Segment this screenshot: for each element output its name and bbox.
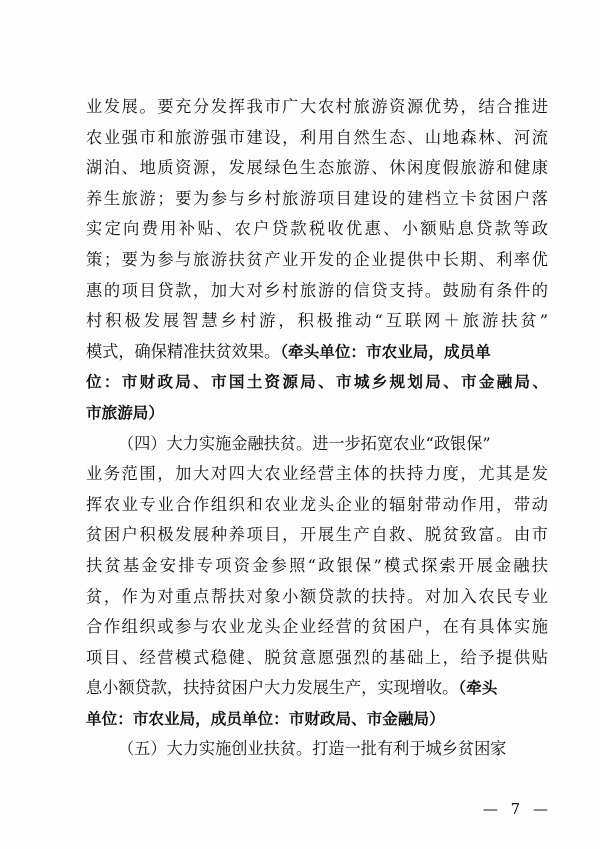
text-line: 策；要为参与旅游扶贫产业开发的企业提供中长期、利率优	[86, 249, 548, 269]
text-line: 业务范围，加大对四大农业经营主体的扶持力度，尤其是发	[86, 464, 548, 484]
text-line: 村积极发展智慧乡村游，积极推动“互联网＋旅游扶贫”	[86, 311, 548, 331]
text-span: 息小额贷款，扶持贫困户大力发展生产，实现增收。	[86, 678, 459, 698]
text-line: 惠的项目贷款，加大对乡村旅游的信贷支持。鼓励有条件的	[86, 280, 548, 300]
section-heading-line	[86, 734, 548, 765]
section-heading-line	[86, 429, 548, 460]
text-line: 湖泊、地质资源，发展绿色生态旅游、休闲度假旅游和健康	[86, 158, 548, 178]
responsible-units-bold: 市旅游局）	[86, 403, 164, 422]
text-span: 进一步拓宽农业“政银保”	[312, 433, 491, 453]
text-line: 业发展。要充分发挥我市广大农村旅游资源优势，结合推进	[86, 97, 548, 116]
text-line	[86, 337, 548, 368]
text-span: 模式，确保精准扶贫效果。	[86, 341, 281, 361]
text-span: 打造一批有利于城乡贫困家	[312, 739, 507, 759]
text-line: 挥农业专业合作组织和农业龙头企业的辐射带动作用，带动	[86, 494, 548, 514]
responsible-units-bold: 单位：市农业局，成员单位：市财政局、市金融局）	[86, 709, 445, 728]
responsible-units-bold: （牵头单位：市农业局，成员单	[280, 342, 491, 361]
text-line: 贫困户积极发展种养项目，开展生产自救、脱贫致富。由市	[86, 525, 548, 545]
responsible-units-bold: 位：市财政局、市国土资源局、市城乡规划局、市金融局、	[86, 373, 548, 392]
text-line: 养生旅游；要为参与乡村旅游项目建设的建档立卡贫困户落	[86, 188, 548, 208]
page-number: — 7 —	[482, 800, 552, 818]
section-heading: （五）大力实施创业扶贫。	[118, 739, 313, 759]
responsible-units-bold: （牵头	[458, 679, 498, 698]
section-heading: （四）大力实施金融扶贫。	[118, 433, 313, 453]
text-line: 扶贫基金安排专项资金参照“政银保”模式探索开展金融扶	[86, 555, 548, 575]
text-line: 实定向费用补贴、农户贷款税收优惠、小额贴息贷款等政	[86, 219, 548, 239]
text-line: 合作组织或参与农业龙头企业经营的贫困户，在有具体实施	[86, 617, 548, 637]
text-line: 贫，作为对重点帮扶对象小额贷款的扶持。对加入农民专业	[86, 586, 548, 606]
text-line: 项目、经营模式稳健、脱贫意愿强烈的基础上，给予提供贴	[86, 647, 548, 667]
text-line	[86, 673, 548, 704]
text-line: 农业强市和旅游强市建设，利用自然生态、山地森林、河流	[86, 127, 548, 147]
body-text	[86, 92, 548, 765]
